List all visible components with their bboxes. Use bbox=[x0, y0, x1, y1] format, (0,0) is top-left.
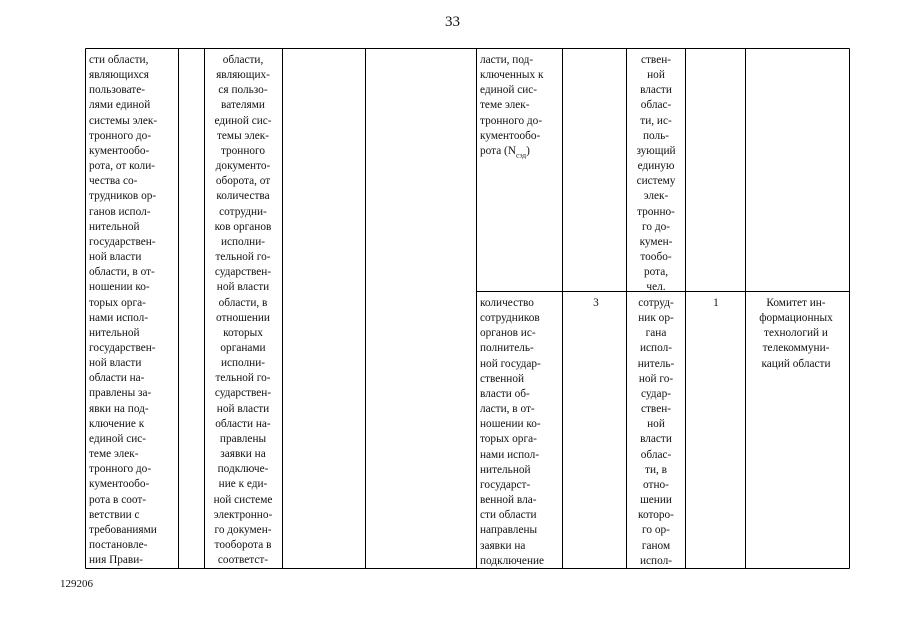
text-line: торых орга- bbox=[89, 296, 146, 309]
text-line: испол- bbox=[639, 342, 672, 355]
text-line: теме элек- bbox=[89, 448, 139, 461]
text-line: теме элек- bbox=[480, 99, 530, 112]
text-line: ти, ис- bbox=[640, 114, 672, 127]
text-line: рота, от коли- bbox=[89, 160, 156, 173]
text-line: области на- bbox=[215, 417, 271, 430]
text-line: вателями bbox=[221, 99, 265, 112]
text-line: власти bbox=[640, 433, 672, 446]
text-line: полнитель- bbox=[480, 342, 534, 355]
text-line: нами испол- bbox=[89, 311, 149, 324]
text-line: оборота, от bbox=[215, 175, 271, 188]
text-line: документо- bbox=[215, 160, 271, 173]
text-line: отношении bbox=[216, 311, 270, 324]
text-line: правлены за- bbox=[89, 387, 152, 400]
text-line: го ор- bbox=[642, 524, 670, 537]
text-line: лями единой bbox=[89, 99, 151, 112]
text-line: ласти, под- bbox=[480, 54, 534, 66]
text-line: трудников ор- bbox=[89, 190, 157, 203]
text-line: Комитет ин- bbox=[766, 297, 826, 309]
row2-col9-text bbox=[748, 296, 844, 372]
text-line: ной власти bbox=[89, 251, 142, 264]
text-line: государствен- bbox=[89, 341, 156, 354]
text-line: государствен- bbox=[89, 235, 156, 248]
text-line: подключе- bbox=[217, 463, 269, 476]
text-line: сударствен- bbox=[214, 387, 272, 400]
row1-col5-last-line: рота $(N_{сэд})$ bbox=[480, 144, 530, 160]
text-line: поль- bbox=[642, 129, 670, 142]
text-line: ной власти bbox=[216, 402, 270, 415]
text-line: систему bbox=[636, 175, 676, 188]
text-line: нитель- bbox=[637, 357, 675, 370]
text-line: ласти, в от- bbox=[480, 403, 535, 416]
text-line: телекоммуни- bbox=[762, 342, 830, 355]
text-line: ной bbox=[647, 418, 665, 431]
text-line: формационных bbox=[759, 312, 833, 325]
text-line: кумен- bbox=[639, 235, 673, 248]
text-line: технологий и bbox=[764, 327, 828, 340]
text-line: ния Прави- bbox=[89, 554, 144, 567]
text-line: исполни- bbox=[220, 357, 266, 370]
text-line: сударствен- bbox=[214, 266, 272, 279]
text-line: шении bbox=[640, 494, 672, 507]
text-line: кументообо- bbox=[89, 478, 150, 491]
text-line: темы элек- bbox=[216, 129, 270, 142]
row1-col5-text bbox=[480, 53, 558, 162]
text-line: количество bbox=[480, 297, 534, 309]
text-line: тронно- bbox=[637, 205, 675, 218]
text-line: заявки на bbox=[480, 539, 526, 552]
text-line: ся пользо- bbox=[218, 84, 268, 97]
text-line: количества bbox=[216, 190, 270, 203]
text-line: отно- bbox=[643, 478, 669, 491]
text-line: тронного до- bbox=[480, 114, 543, 127]
text-line: тронного bbox=[220, 144, 266, 157]
text-line: государст- bbox=[480, 478, 531, 491]
text-line: ствен- bbox=[640, 403, 672, 416]
text-line: постановле- bbox=[89, 539, 148, 551]
text-line: облас- bbox=[640, 99, 672, 112]
document-code: 129206 bbox=[60, 578, 93, 590]
text-line: являющих- bbox=[216, 69, 270, 82]
text-line: соответст- bbox=[217, 554, 269, 567]
text-line: сотрудников bbox=[480, 312, 540, 325]
text-line: ветствии с bbox=[89, 508, 140, 521]
text-line: тельной го- bbox=[215, 251, 271, 264]
text-line: сти области bbox=[480, 509, 537, 522]
text-line: единой сис- bbox=[89, 432, 147, 445]
text-line: каций области bbox=[761, 357, 831, 370]
text-line: судар- bbox=[641, 387, 671, 400]
text-line: ти, в bbox=[645, 463, 667, 476]
text-line: ной го- bbox=[638, 372, 674, 385]
text-line: го до- bbox=[642, 220, 670, 233]
row2-col8-value: 1 bbox=[713, 297, 719, 309]
text-line: ключение к bbox=[89, 417, 145, 430]
text-line: ключенных к bbox=[480, 69, 544, 82]
text-line: чел. bbox=[646, 281, 666, 294]
text-line: сотрудни- bbox=[219, 205, 267, 218]
text-line: которо- bbox=[638, 509, 674, 522]
row1-col7-text bbox=[629, 53, 683, 296]
text-line: испол- bbox=[639, 554, 672, 567]
text-line: подключение bbox=[480, 554, 545, 567]
text-line: ной bbox=[647, 69, 665, 82]
text-line: ной системе bbox=[213, 493, 273, 506]
row2-col5-text bbox=[480, 296, 558, 569]
text-line: ганов испол- bbox=[89, 205, 151, 218]
text-line: ной власти bbox=[216, 281, 270, 294]
text-line: ние к еди- bbox=[218, 478, 268, 491]
text-line: ной государ- bbox=[480, 357, 541, 370]
col1-text bbox=[89, 53, 175, 568]
text-line: тообо- bbox=[640, 251, 672, 264]
text-line: исполни- bbox=[220, 235, 266, 248]
text-line: единой сис- bbox=[480, 84, 538, 97]
col2-text bbox=[207, 53, 279, 568]
row2-col7-text bbox=[629, 296, 683, 569]
text-line: рота в соот- bbox=[89, 493, 147, 506]
text-line: ношении ко- bbox=[480, 418, 541, 431]
text-line: тельной го- bbox=[215, 372, 271, 385]
row2-col6-value: 3 bbox=[593, 297, 599, 309]
text-line: облас- bbox=[640, 448, 672, 461]
text-line: ков органов bbox=[214, 220, 272, 233]
text-line: кументообо- bbox=[480, 129, 541, 142]
text-line: ганом bbox=[641, 539, 671, 552]
text-line: тронного до- bbox=[89, 129, 152, 142]
text-line: торых орга- bbox=[480, 433, 537, 446]
text-line: венной вла- bbox=[480, 494, 537, 507]
text-line: элек- bbox=[643, 190, 669, 203]
text-line: ствен- bbox=[640, 54, 672, 66]
text-line: нительной bbox=[89, 220, 140, 233]
text-line: тооборота в bbox=[214, 539, 272, 551]
text-line: власти bbox=[640, 84, 672, 97]
text-line: кументообо- bbox=[89, 144, 150, 157]
page-number: 33 bbox=[445, 14, 460, 30]
text-line: тронного до- bbox=[89, 463, 152, 476]
text-line: единой сис- bbox=[214, 114, 272, 127]
text-line: единую bbox=[637, 160, 675, 173]
text-line: рота, bbox=[643, 266, 669, 279]
text-line: нами испол- bbox=[480, 448, 540, 461]
text-line: явки на под- bbox=[89, 402, 149, 415]
text-line: органами bbox=[220, 341, 266, 354]
text-line: области, в bbox=[218, 296, 268, 309]
text-line: го докумен- bbox=[214, 523, 272, 536]
text-line: гана bbox=[645, 327, 667, 340]
text-line: области на- bbox=[89, 372, 145, 385]
text-line: правлены bbox=[219, 432, 267, 445]
text-line: области, в от- bbox=[89, 266, 155, 279]
text-line: сти области, bbox=[89, 54, 149, 66]
text-line: требованиями bbox=[89, 523, 157, 536]
text-line: заявки на bbox=[220, 448, 266, 461]
text-line: нительной bbox=[480, 463, 531, 476]
text-line: чества со- bbox=[89, 175, 138, 188]
text-line: электронно- bbox=[213, 508, 273, 521]
text-line: сотруд- bbox=[638, 297, 674, 309]
text-line: системы элек- bbox=[89, 114, 158, 127]
text-line: ственной bbox=[480, 372, 525, 385]
text-line: ной власти bbox=[89, 357, 142, 370]
text-line: ношении ко- bbox=[89, 281, 150, 294]
text-line: направлены bbox=[480, 524, 538, 537]
text-line: органов ис- bbox=[480, 327, 536, 340]
text-line: которых bbox=[223, 326, 263, 339]
text-line: являющихся bbox=[89, 69, 149, 82]
text-line: зующий bbox=[636, 144, 676, 157]
text-line: ник ор- bbox=[638, 312, 674, 325]
text-line: нительной bbox=[89, 326, 140, 339]
text-line: власти об- bbox=[480, 387, 530, 400]
text-line: области, bbox=[222, 54, 264, 66]
text-line: пользовате- bbox=[89, 84, 145, 97]
